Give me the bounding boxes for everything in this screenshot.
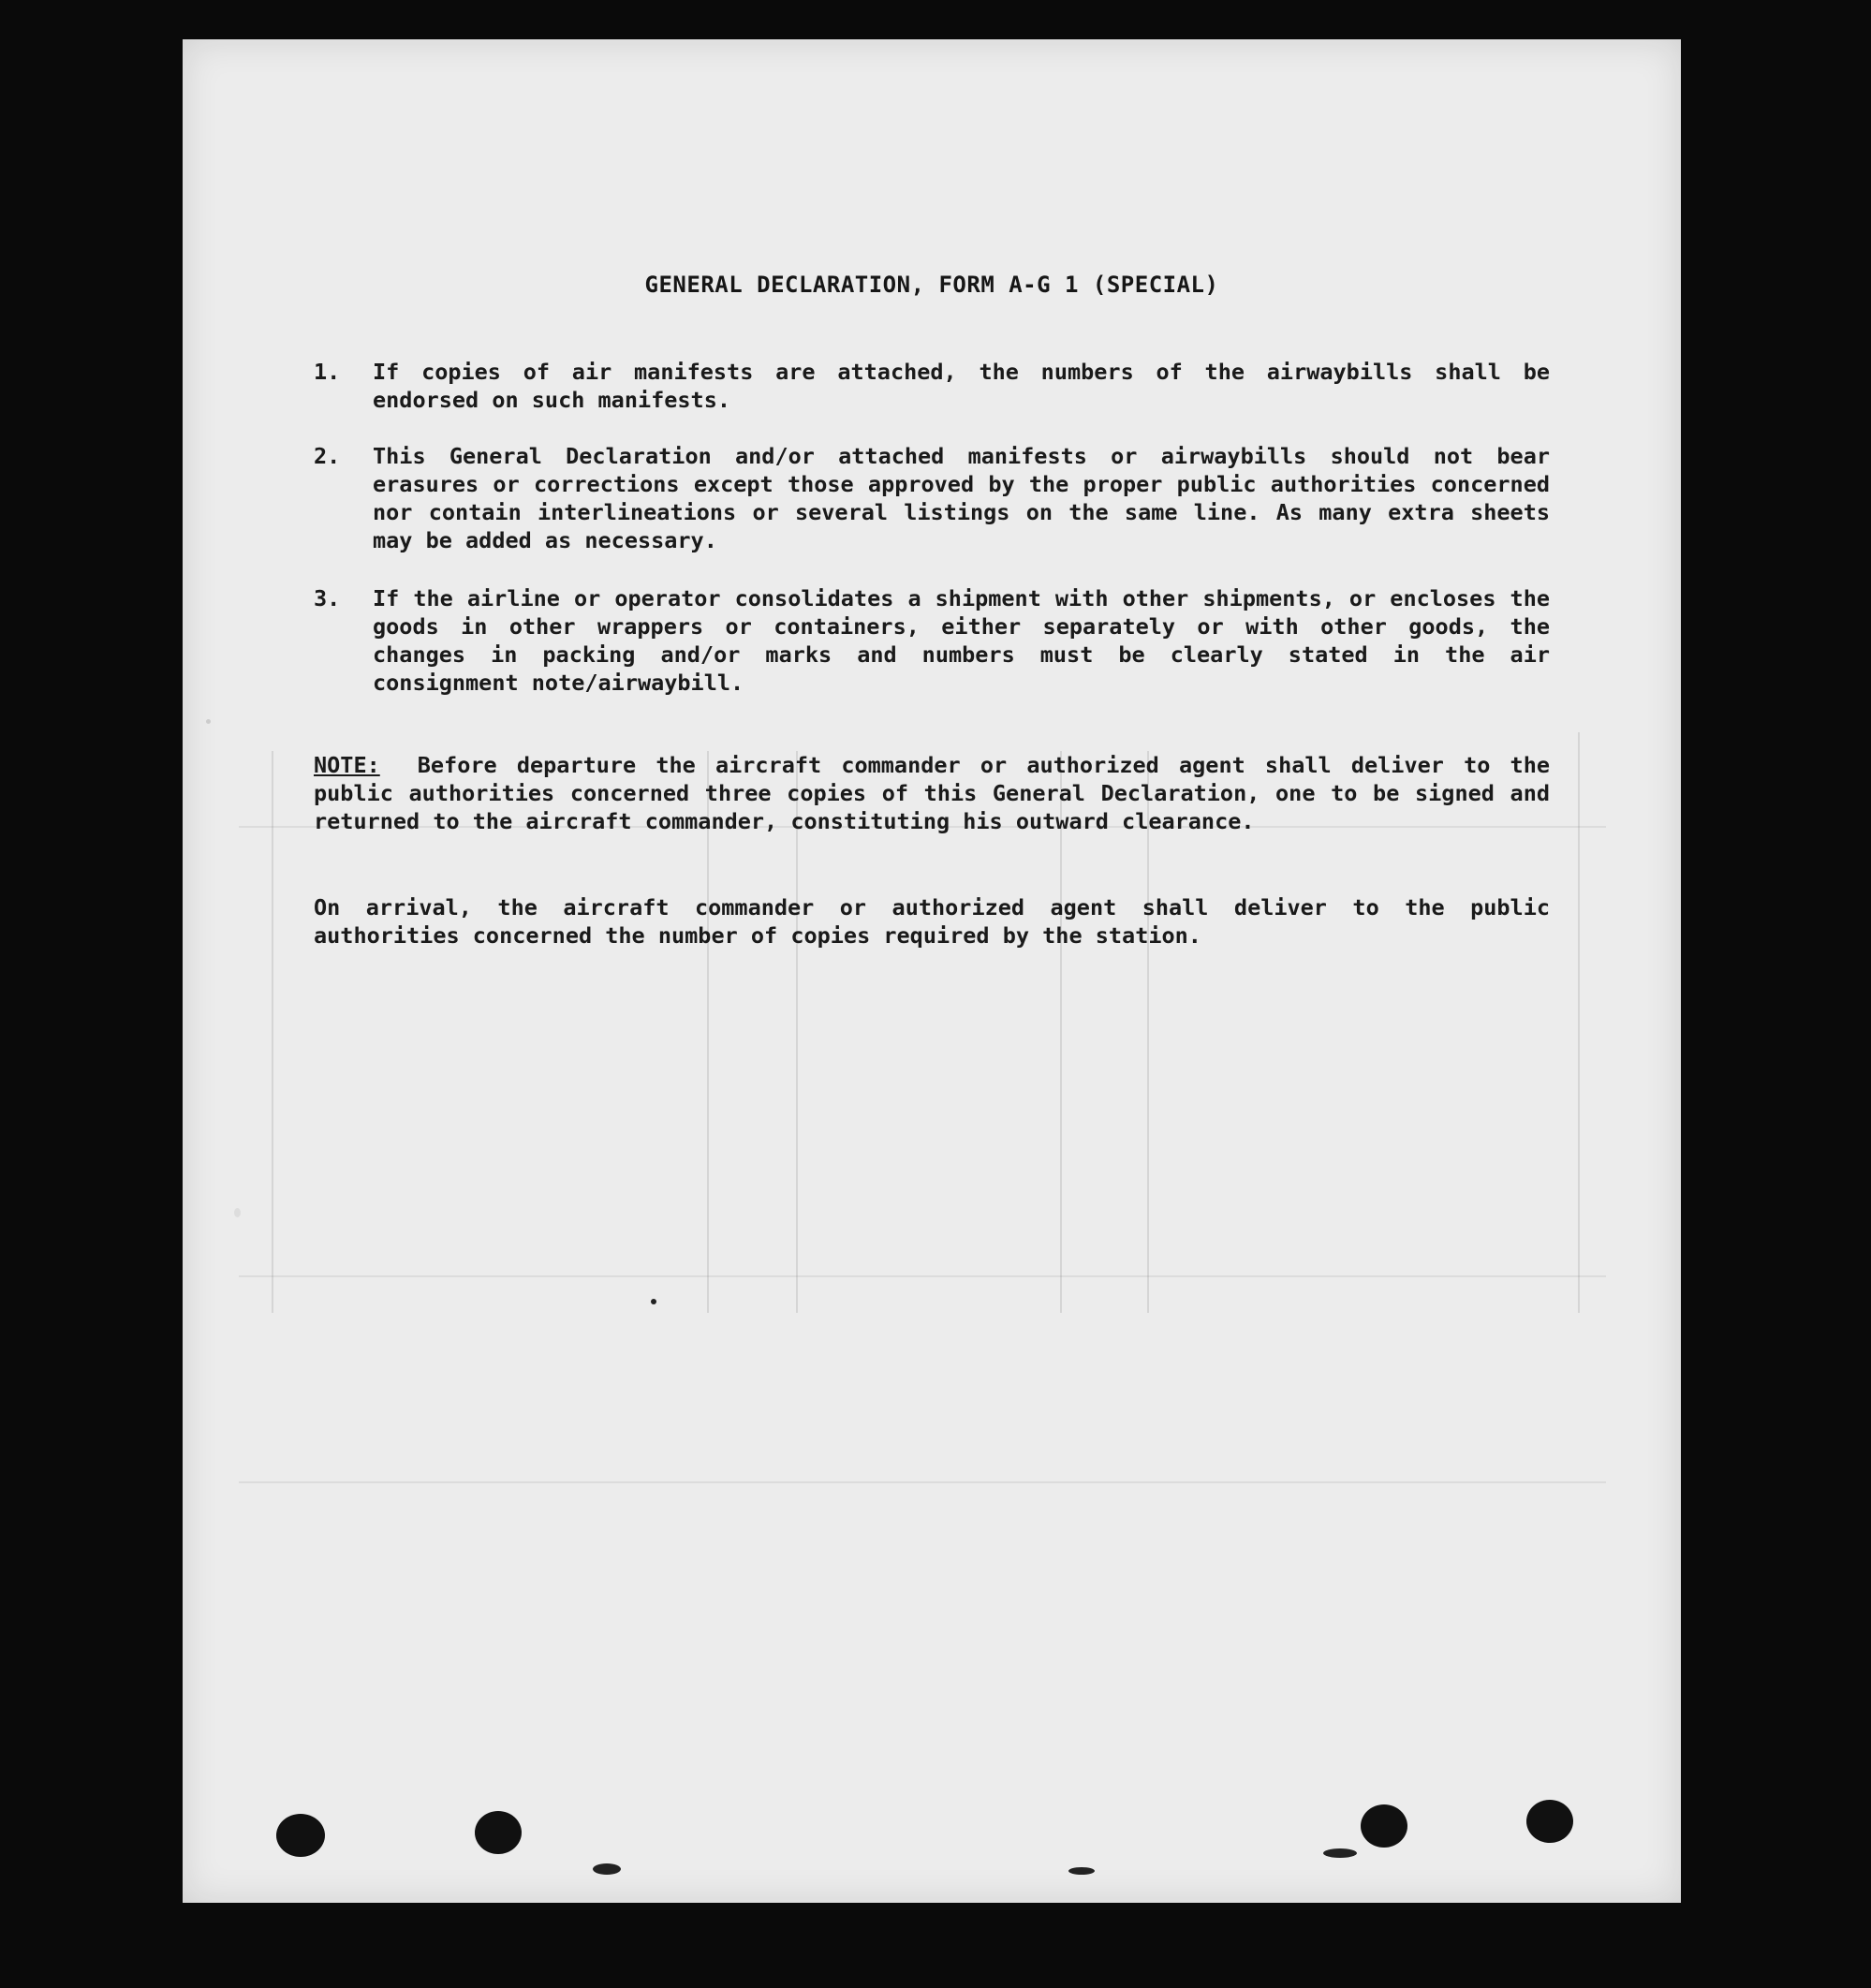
item-text: If copies of air manifests are attached, the numbers of the airwaybills shall be endorsed on such manifests.: [373, 359, 1550, 413]
ink-blot: [475, 1811, 522, 1854]
ink-speck: [1068, 1867, 1095, 1875]
list-item: [314, 358, 1550, 414]
ghost-column-rule: [707, 751, 709, 1313]
item-number: 3.: [314, 585, 341, 611]
bleed-through-layer: [183, 39, 1681, 1903]
ghost-column-rule: [1147, 751, 1149, 1313]
ghost-column-rule: [1060, 751, 1062, 1313]
border-speck: [206, 719, 211, 724]
document-title: GENERAL DECLARATION, FORM A-G 1 (SPECIAL): [644, 272, 1219, 298]
ghost-rule: [239, 1275, 1606, 1277]
item-text: This General Declaration and/or attached manifests or airwaybills should not bear erasures or corrections except those approved by the proper public authorities concerned nor contain interlineations or several listings on the same line. As many extra sheets may be added as necessary.: [373, 443, 1550, 553]
border-speck: [234, 1208, 241, 1217]
list-item: [314, 442, 1550, 554]
ghost-column-rule: [272, 751, 273, 1313]
ink-blot: [1526, 1800, 1573, 1843]
ink-speck: [1323, 1848, 1357, 1858]
ink-blot: [1361, 1804, 1407, 1848]
item-text: If the airline or operator consolidates a shipment with other shipments, or encloses the goods in other wrappers or containers, either separately or with other goods, the changes in packing and/or marks and numbers must be clearly stated in the air consignment note/airwaybill.: [373, 585, 1550, 696]
ghost-column-rule: [1578, 732, 1580, 1313]
item-number: 2.: [314, 443, 341, 469]
note-label: NOTE:: [314, 752, 380, 778]
document-page: [183, 39, 1681, 1903]
item-number: 1.: [314, 359, 341, 385]
ghost-rule: [239, 1481, 1606, 1483]
ghost-column-rule: [796, 751, 798, 1313]
arrival-paragraph: On arrival, the aircraft commander or authorized agent shall deliver to the public authorities concerned the number of copies required by the station.: [314, 894, 1550, 949]
ink-speck: [651, 1299, 656, 1304]
note-paragraph: [314, 751, 1550, 835]
note-text: Before departure the aircraft commander or authorized agent shall deliver to the public authorities concerned three copies of this General Declaration, one to be signed and returned to the aircraft commander, constituting his outward clearance.: [314, 752, 1550, 834]
ink-blot: [276, 1814, 325, 1857]
ink-speck: [593, 1863, 621, 1875]
list-item: [314, 584, 1550, 697]
